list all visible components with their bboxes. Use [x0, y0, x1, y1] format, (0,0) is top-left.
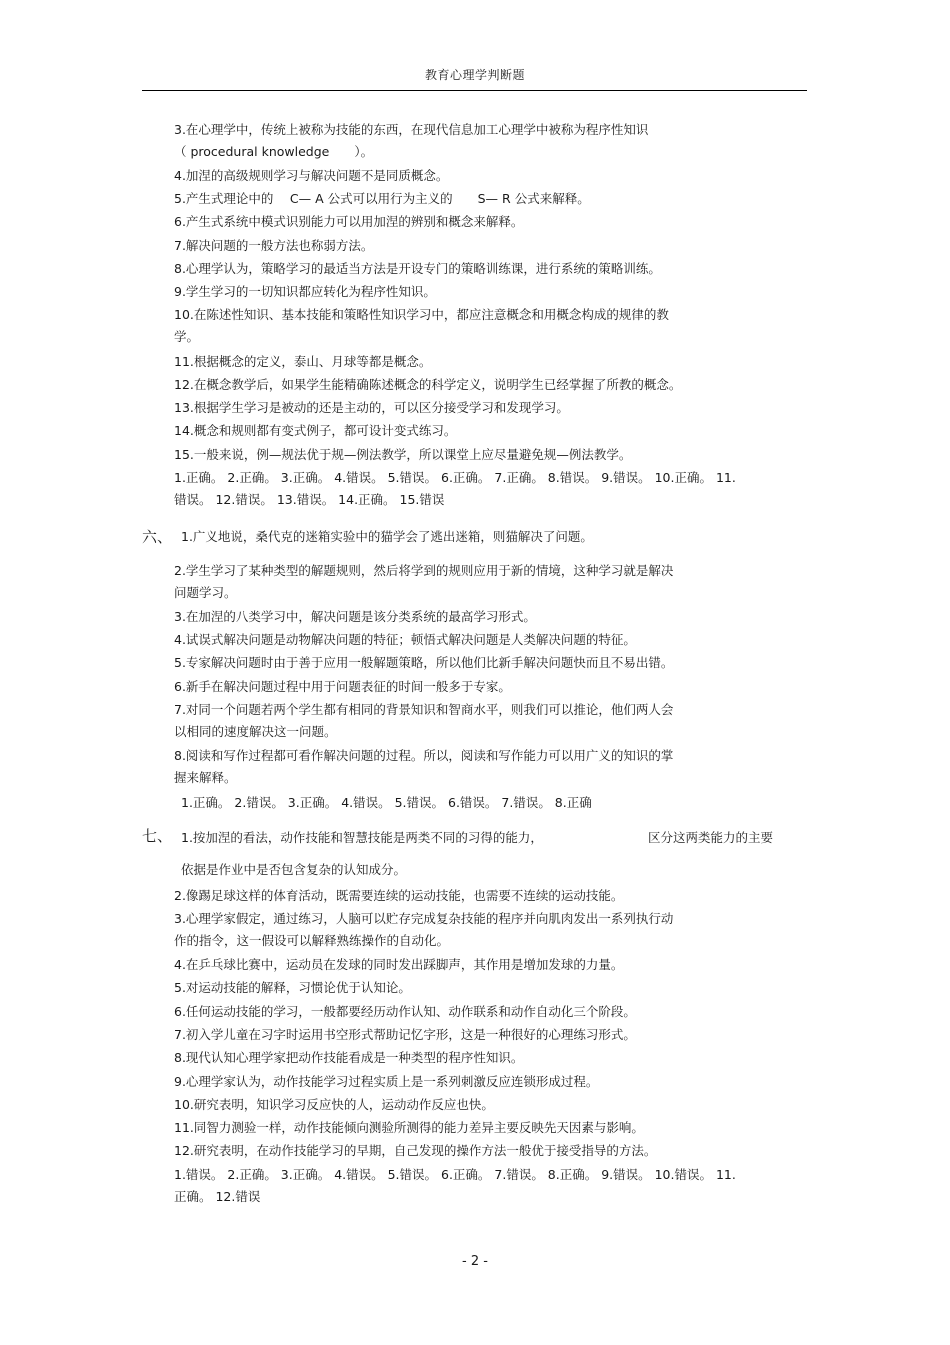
text-line: 10.研究表明，知识学习反应快的人，运动动作反应也快。	[174, 1097, 494, 1112]
text-line: 6.任何运动技能的学习，一般都要经历动作认知、动作联系和动作自动化三个阶段。	[174, 1004, 636, 1019]
text-line: 1.正确。 2.错误。 3.正确。 4.错误。 5.错误。 6.错误。 7.错误。 8.正确	[181, 795, 592, 810]
text-line: 1.正确。 2.正确。 3.正确。 4.错误。 5.错误。 6.正确。 7.正确。 8.错误。 9.错误。 10.正确。 11.	[174, 470, 736, 485]
text-line: 4.加涅的高级规则学习与解决问题不是同质概念。	[174, 168, 449, 183]
text-line: 5.产生式理论中的 C— A 公式可以用行为主义的 S— R 公式来解释。	[174, 191, 590, 206]
text-line: 8.心理学认为，策略学习的最适当方法是开设专门的策略训练课，进行系统的策略训练。	[174, 261, 661, 276]
page-number: - 2 -	[462, 1254, 488, 1269]
text-line: 14.概念和规则都有变式例子，都可设计变式练习。	[174, 423, 457, 438]
text-line: 11.同智力测验一样，动作技能倾向测验所测得的能力差异主要反映先天因素与影响。	[174, 1120, 644, 1135]
text-line: 3.心理学家假定，通过练习，人脑可以贮存完成复杂技能的程序并向肌肉发出一系列执行动	[174, 911, 674, 926]
text-line: 8.现代认知心理学家把动作技能看成是一种类型的程序性知识。	[174, 1050, 524, 1065]
section-7-label: 七、	[142, 827, 173, 845]
text-line: 5.专家解决问题时由于善于应用一般解题策略，所以他们比新手解决问题快而且不易出错。	[174, 655, 674, 670]
text-line: 12.在概念教学后，如果学生能精确陈述概念的科学定义，说明学生已经掌握了所教的概念。	[174, 377, 682, 392]
text-line: 正确。 12.错误	[174, 1189, 261, 1204]
section-7-item-1: 1.按加涅的看法，动作技能和智慧技能是两类不同的习得的能力，	[181, 830, 543, 845]
text-line: （ procedural knowledge ）。	[174, 144, 374, 159]
text-line: 2.像踢足球这样的体育活动，既需要连续的运动技能，也需要不连续的运动技能。	[174, 888, 624, 903]
text-line: 5.对运动技能的解释，习惯论优于认知论。	[174, 980, 411, 995]
text-line: 3.在加涅的八类学习中，解决问题是该分类系统的最高学习形式。	[174, 609, 536, 624]
text-line: 作的指令，这一假设可以解释熟练操作的自动化。	[174, 933, 450, 948]
text-line: 8.阅读和写作过程都可看作解决问题的过程。所以，阅读和写作能力可以用广义的知识的掌	[174, 748, 674, 763]
page-header: 教育心理学判断题	[424, 68, 525, 82]
text-line: 7.解决问题的一般方法也称弱方法。	[174, 238, 374, 253]
text-line: 4.试误式解决问题是动物解决问题的特征；顿悟式解决问题是人类解决问题的特征。	[174, 632, 636, 647]
text-line: 7.对同一个问题若两个学生都有相同的背景知识和智商水平，则我们可以推论，他们两人会	[174, 702, 674, 717]
text-line: 依据是作业中是否包含复杂的认知成分。	[181, 862, 407, 877]
text-line: 握来解释。	[174, 770, 237, 785]
text-line: 学。	[174, 329, 200, 344]
text-line: 1.错误。 2.正确。 3.正确。 4.错误。 5.错误。 6.正确。 7.错误。 8.正确。 9.错误。 10.错误。 11.	[174, 1167, 736, 1182]
text-line: 4.在乒乓球比赛中，运动员在发球的同时发出踩脚声，其作用是增加发球的力量。	[174, 957, 624, 972]
text-line: 9.学生学习的一切知识都应转化为程序性知识。	[174, 284, 436, 299]
text-line: 错误。 12.错误。 13.错误。 14.正确。 15.错误	[174, 492, 445, 507]
text-line: 6.新手在解决问题过程中用于问题表征的时间一般多于专家。	[174, 679, 511, 694]
text-line: 问题学习。	[174, 585, 237, 600]
section-6-item-1: 1.广义地说，桑代克的迷箱实验中的猫学会了逃出迷箱，则猫解决了问题。	[181, 529, 593, 544]
text-line: 13.根据学生学习是被动的还是主动的，可以区分接受学习和发现学习。	[174, 400, 569, 415]
section-7-item-1-tail: 区分这两类能力的主要	[648, 830, 774, 845]
text-line: 12.研究表明，在动作技能学习的早期，自己发现的操作方法一般优于接受指导的方法。	[174, 1143, 657, 1158]
text-line: 7.初入学儿童在习字时运用书空形式帮助记忆字形，这是一种很好的心理练习形式。	[174, 1027, 636, 1042]
text-line: 11.根据概念的定义，泰山、月球等都是概念。	[174, 354, 432, 369]
text-line: 10.在陈述性知识、基本技能和策略性知识学习中，都应注意概念和用概念构成的规律的教	[174, 307, 669, 322]
text-line: 以相同的速度解决这一问题。	[174, 724, 337, 739]
section-6-label: 六、	[142, 528, 173, 546]
text-line: 3.在心理学中，传统上被称为技能的东西，在现代信息加工心理学中被称为程序性知识	[174, 122, 649, 137]
header-rule	[142, 90, 807, 91]
text-line: 2.学生学习了某种类型的解题规则，然后将学到的规则应用于新的情境，这种学习就是解决	[174, 563, 674, 578]
text-line: 15.一般来说，例—规法优于规—例法教学，所以课堂上应尽量避免规—例法教学。	[174, 447, 632, 462]
text-line: 9.心理学家认为，动作技能学习过程实质上是一系列刺激反应连锁形成过程。	[174, 1074, 599, 1089]
text-line: 6.产生式系统中模式识别能力可以用加涅的辨别和概念来解释。	[174, 214, 524, 229]
